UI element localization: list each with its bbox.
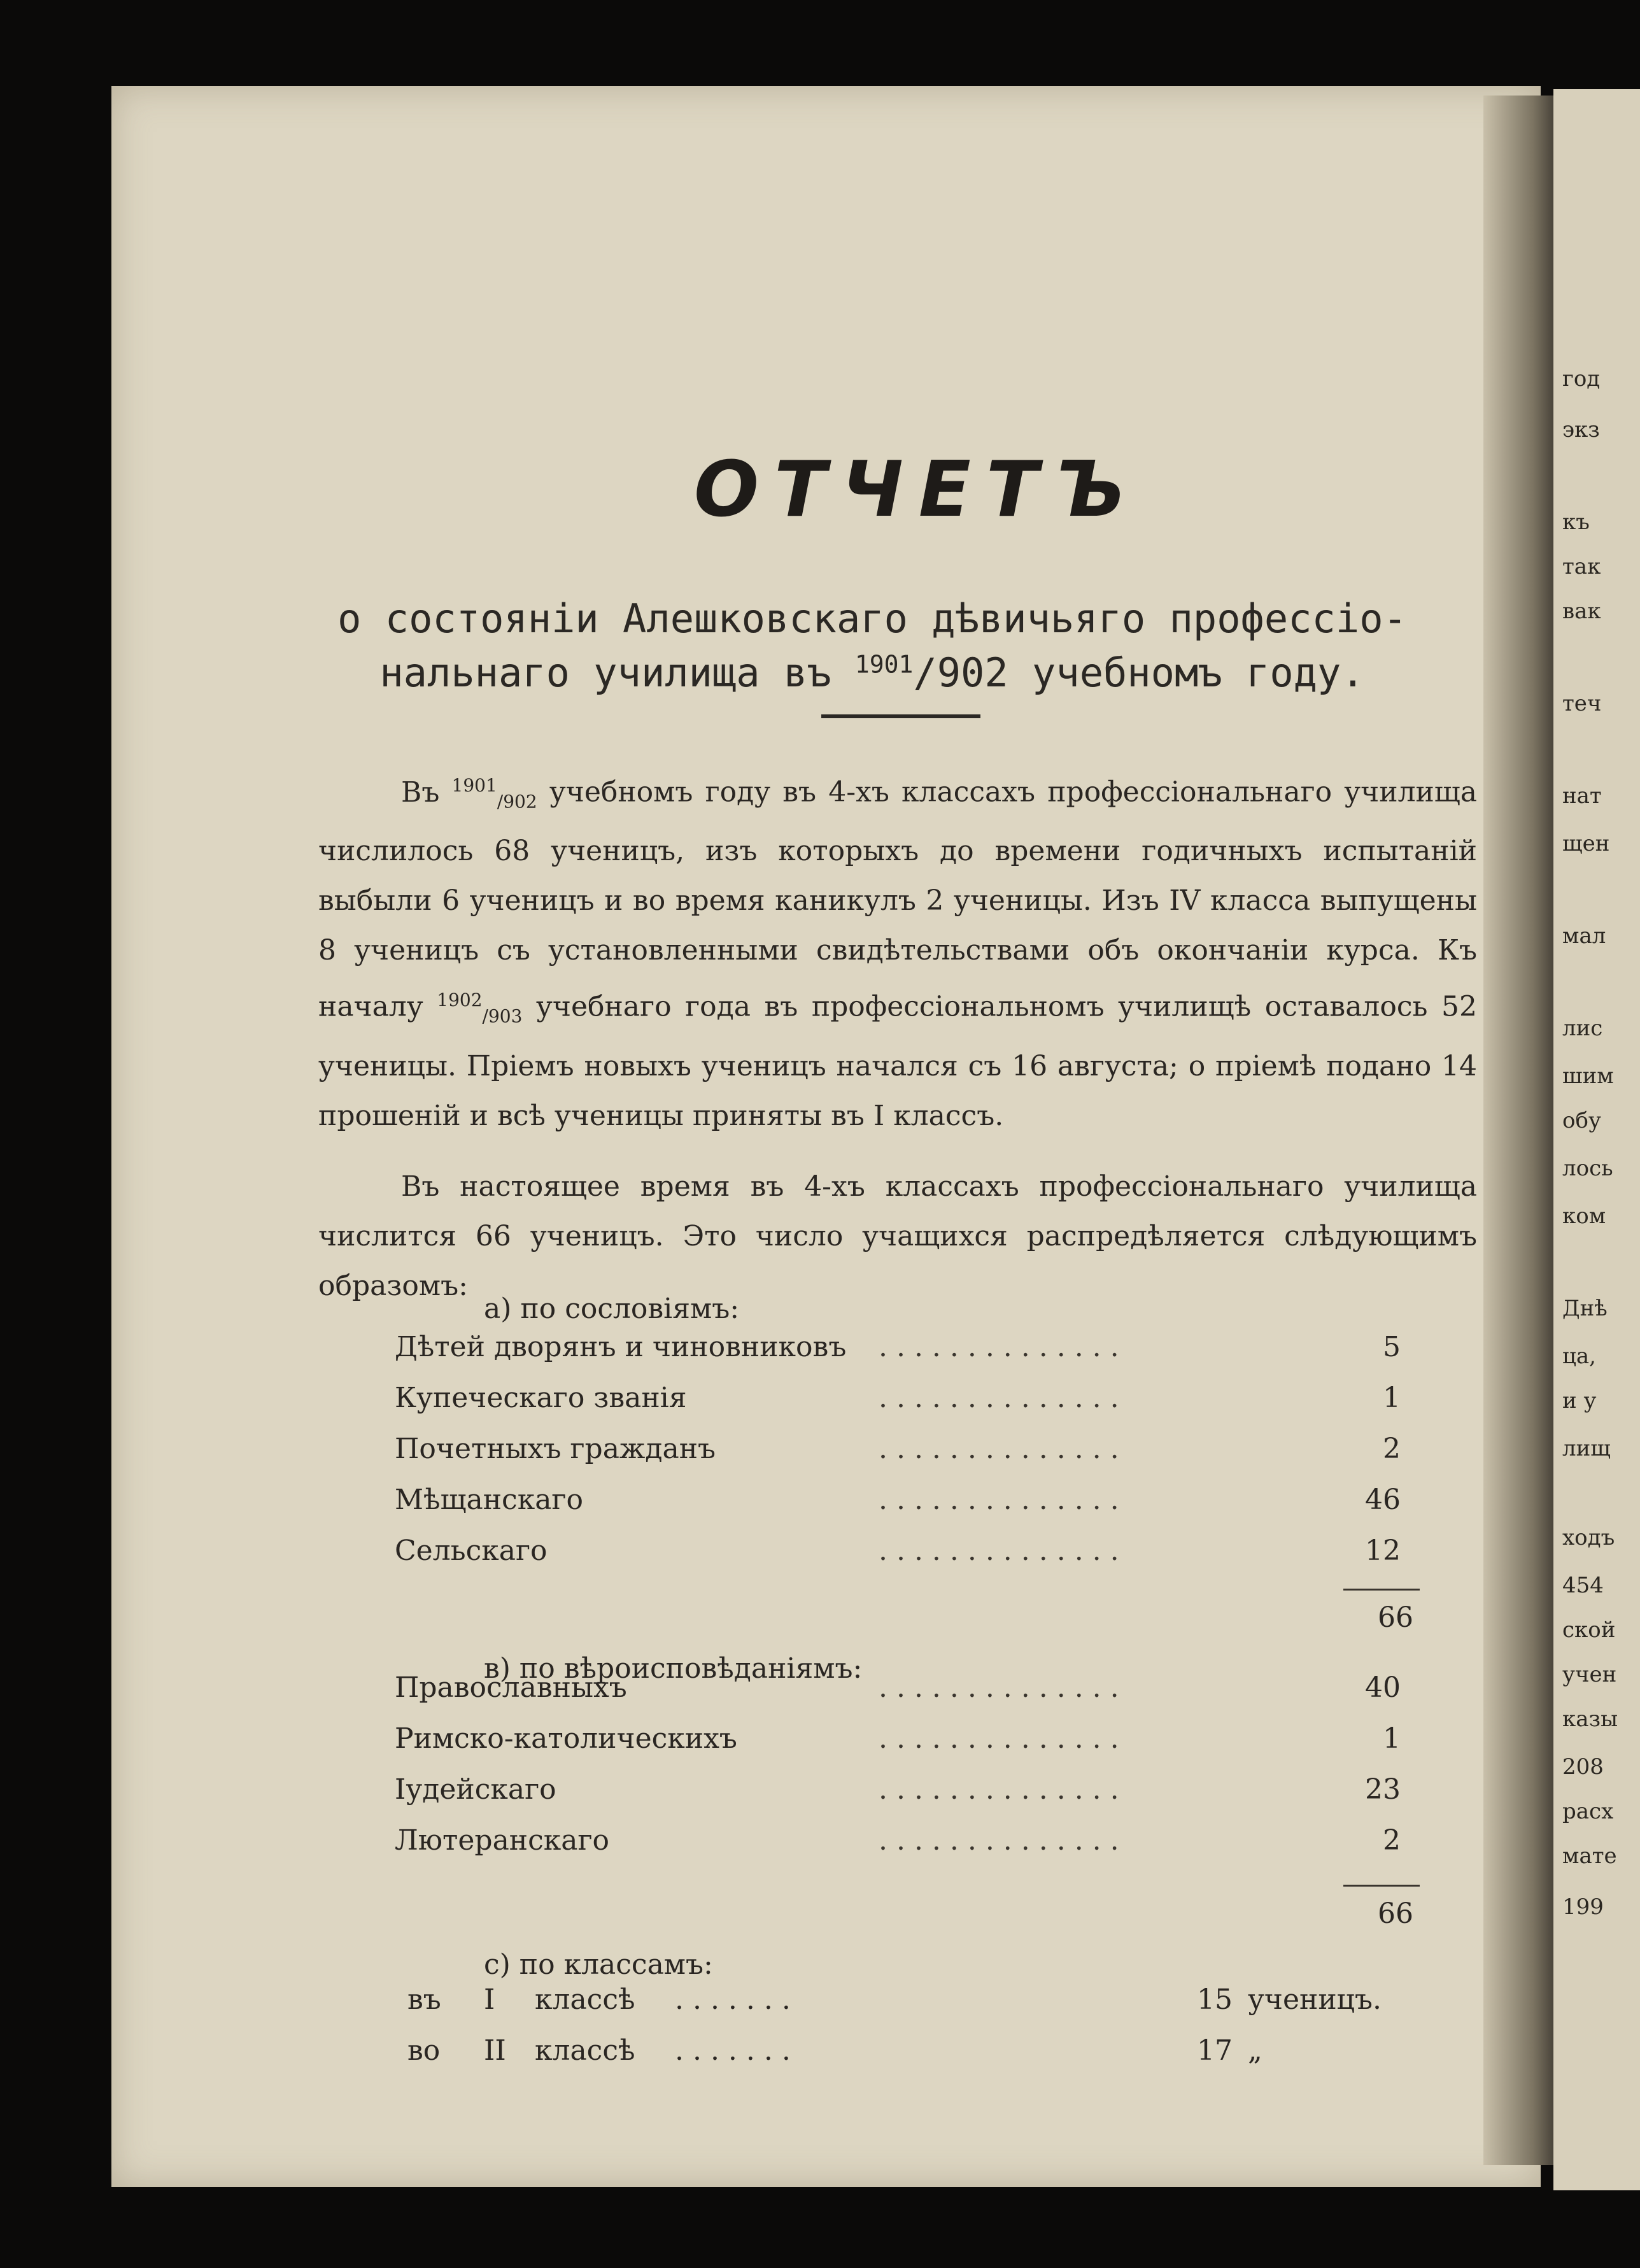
estates-row (395, 1484, 1413, 1522)
adjacent-page-fragment: ком (1562, 1203, 1606, 1229)
estates-sum-line (1343, 1589, 1420, 1591)
estates-value: 2 (1383, 1433, 1401, 1465)
adjacent-page-fragment: къ (1562, 509, 1590, 535)
subtitle-text-end: учебномъ году. (1008, 649, 1365, 696)
adjacent-page-fragment: год (1562, 366, 1601, 392)
estates-label: Почетныхъ гражданъ (395, 1433, 716, 1465)
class-unit: „ (1248, 2034, 1262, 2067)
leader-dots: . . . . . . . . . . . . . . (879, 1534, 1119, 1567)
adjacent-page-fragment: Днѣ (1562, 1296, 1608, 1321)
class-unit: ученицъ. (1248, 1983, 1382, 2016)
estates-value: 46 (1365, 1484, 1401, 1516)
religions-row (395, 1824, 1413, 1862)
estates-label: Купеческаго званiя (395, 1382, 687, 1414)
religions-value: 23 (1365, 1773, 1401, 1806)
adjacent-page-fragment: ходъ (1562, 1525, 1615, 1550)
estates-label: Мѣщанскаго (395, 1484, 583, 1516)
estates-heading: а) по сословiямъ: (484, 1293, 740, 1325)
para1-year1-sup: 1901 (451, 775, 497, 796)
para1-text-b: учебномъ году въ 4-хъ классахъ профессiональнаго училища числилось 68 ученицъ, изъ которыхъ до времени годичныхъ испытанiй выбыли 6 ученицъ и во время каникулъ 2 ученицы. Изъ IV класса выпущены 8 ученицъ съ установленными свидѣтельствами объ окончанiи курса. Къ началу (318, 776, 1477, 1024)
leader-dots: . . . . . . . . . . . . . . (879, 1331, 1119, 1363)
adjacent-page-fragment: лось (1562, 1156, 1613, 1181)
adjacent-page-fragment: шим (1562, 1063, 1614, 1089)
adjacent-page-fragment: казы (1562, 1706, 1618, 1732)
class-value: 15 (1197, 1983, 1233, 2016)
estates-value: 1 (1383, 1382, 1401, 1414)
class-prefix: во (407, 2034, 441, 2067)
estates-row (395, 1331, 1413, 1369)
religions-value: 40 (1365, 1671, 1401, 1704)
para1-text-a: Въ (401, 776, 452, 809)
religions-row (395, 1773, 1413, 1811)
adjacent-page-fragment: вак (1562, 599, 1601, 624)
class-word: классѣ (535, 2034, 635, 2067)
paragraph-1 (318, 761, 1477, 1141)
class-value: 17 (1197, 2034, 1233, 2067)
religions-label: Римско-католическихъ (395, 1722, 737, 1755)
adjacent-page-fragment: обу (1562, 1108, 1601, 1133)
estates-value: 5 (1383, 1331, 1401, 1363)
estates-row (395, 1433, 1413, 1471)
leader-dots: . . . . . . . . . . . . . . (879, 1382, 1119, 1414)
estates-row (395, 1382, 1413, 1420)
subtitle-year-rest: /902 (913, 649, 1008, 696)
estates-total: 66 (1378, 1601, 1413, 1634)
adjacent-page-fragment: учен (1562, 1662, 1617, 1687)
para1-text-c: учебнаго года въ профессiональномъ училищѣ оставалось 52 ученицы. Прiемъ новыхъ ученицъ начался съ 16 августа; о прiемѣ подано 14 прошенiй и всѣ ученицы приняты въ I классъ. (318, 991, 1477, 1132)
classes-row (318, 2034, 1401, 2073)
para1-year1-sub: /902 (497, 791, 537, 812)
adjacent-page-fragment: мате (1562, 1843, 1617, 1869)
leader-dots: . . . . . . . (675, 2034, 791, 2067)
classes-row (318, 1983, 1401, 2022)
religions-label: Православныхъ (395, 1671, 627, 1704)
para1-year2-sub: /903 (482, 1005, 523, 1027)
adjacent-page-fragment: так (1562, 554, 1601, 579)
adjacent-page-fragment: 454 (1562, 1573, 1604, 1598)
estates-label: Дѣтей дворянъ и чиновниковъ (395, 1331, 847, 1363)
religions-heading: в) по вѣроисповѣданiямъ: (484, 1652, 863, 1685)
class-number: II (484, 2034, 506, 2067)
leader-dots: . . . . . . . . . . . . . . (879, 1671, 1119, 1704)
adjacent-page-fragment: экз (1562, 417, 1600, 443)
religions-total: 66 (1378, 1897, 1413, 1930)
leader-dots: . . . . . . . . . . . . . . (879, 1773, 1119, 1806)
class-prefix: въ (407, 1983, 441, 2016)
para1-year2-sup: 1902 (437, 989, 483, 1011)
adjacent-page-fragment: лис (1562, 1016, 1603, 1041)
adjacent-page-fragment: ской (1562, 1617, 1616, 1643)
paragraph-2 (318, 1162, 1477, 1311)
religions-row (395, 1671, 1413, 1710)
leader-dots: . . . . . . . . . . . . . . (879, 1484, 1119, 1516)
adjacent-page-fragment: теч (1562, 691, 1602, 716)
estates-value: 12 (1365, 1534, 1401, 1567)
leader-dots: . . . . . . . . . . . . . . (879, 1433, 1119, 1465)
report-subtitle-line2 (267, 649, 1477, 696)
religions-label: Iудейскаго (395, 1773, 556, 1806)
adjacent-page-fragment: нат (1562, 783, 1602, 809)
estates-label: Сельскаго (395, 1534, 548, 1567)
religions-label: Лютеранскаго (395, 1824, 610, 1857)
classes-heading: с) по классамъ: (484, 1948, 713, 1981)
religions-row (395, 1722, 1413, 1761)
report-subtitle-line1: о состоянiи Алешковскаго дѣвичьяго профессiо- (337, 595, 1407, 642)
adjacent-page-fragment: ца, (1562, 1343, 1596, 1369)
leader-dots: . . . . . . . (675, 1983, 791, 2016)
class-number: I (484, 1983, 495, 2016)
adjacent-page-fragment: расх (1562, 1799, 1614, 1824)
estates-row (395, 1534, 1413, 1573)
adjacent-page-fragment: и у (1562, 1388, 1597, 1414)
leader-dots: . . . . . . . . . . . . . . (879, 1722, 1119, 1755)
title-divider (821, 714, 980, 718)
adjacent-page-fragment: лищ (1562, 1436, 1611, 1461)
report-title: ОТЧЕТЪ (694, 446, 1141, 534)
class-word: классѣ (535, 1983, 635, 2016)
religions-value: 1 (1383, 1722, 1401, 1755)
adjacent-page-fragment: щен (1562, 831, 1610, 856)
religions-sum-line (1343, 1885, 1420, 1887)
adjacent-page-fragment: мал (1562, 923, 1606, 949)
religions-value: 2 (1383, 1824, 1401, 1857)
para2-text: Въ настоящее время въ 4-хъ классахъ профессiональнаго училища числится 66 ученицъ. Это число учащихся распредѣляется слѣдующимъ образомъ: (318, 1170, 1477, 1302)
leader-dots: . . . . . . . . . . . . . . (879, 1824, 1119, 1857)
adjacent-page-fragment: 199 (1562, 1894, 1604, 1920)
subtitle-year-sup: 1901 (854, 650, 914, 679)
subtitle-text: нальнаго училища въ (379, 649, 855, 696)
adjacent-page-fragment: 208 (1562, 1754, 1604, 1780)
